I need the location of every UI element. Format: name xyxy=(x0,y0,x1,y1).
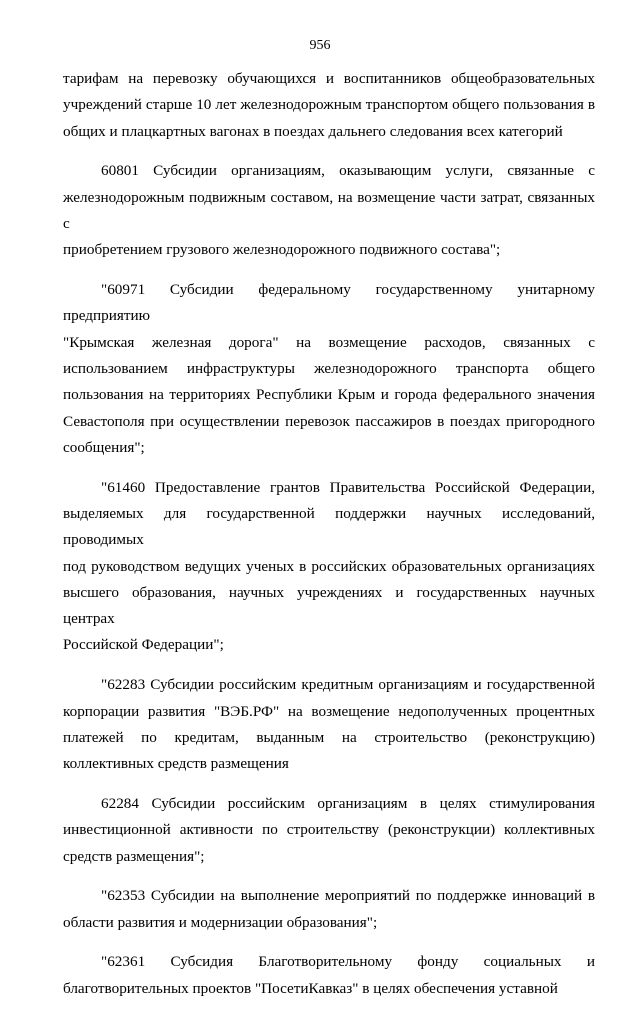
text-line: платежей по кредитам, выданным на строительство (реконструкцию) xyxy=(63,728,595,746)
text-line: общих и плацкартных вагонах в поездах дальнего следования всех категорий xyxy=(63,122,563,140)
text-line: средств размещения"; xyxy=(63,847,205,865)
text-line: "62283 Субсидии российским кредитным организациям и государственной xyxy=(101,676,595,694)
text-line: сообщения"; xyxy=(63,438,145,456)
text-line: благотворительных проектов "ПосетиКавказ" в целях обеспечения уставной xyxy=(63,979,558,997)
page-number: 956 xyxy=(309,38,331,53)
text-line: учреждений старше 10 лет железнодорожным транспортом общего пользования в xyxy=(63,96,595,114)
paragraph xyxy=(63,277,595,461)
text-line: области развития и модернизации образования"; xyxy=(63,913,378,931)
text-line: "61460 Предоставление грантов Правительства Российской Федерации, xyxy=(101,478,595,496)
text-line: "62361 Субсидия Благотворительному фонду социальных и xyxy=(101,953,595,971)
text-line: коллективных средств размещения xyxy=(63,755,289,773)
text-line: 60801 Субсидии организациям, оказывающим услуги, связанные с xyxy=(101,162,595,180)
text-line: железнодорожным подвижным составом, на возмещение части затрат, связанных с xyxy=(63,188,595,232)
text-line: тарифам на перевозку обучающихся и воспитанников общеобразовательных xyxy=(63,70,595,87)
text-line: приобретением грузового железнодорожного подвижного состава"; xyxy=(63,241,501,259)
text-line: 62284 Субсидии российским организациям в целях стимулирования xyxy=(101,794,595,812)
text-line: под руководством ведущих ученых в российских образовательных организациях xyxy=(63,557,595,575)
text-line: высшего образования, научных учреждениях и государственных научных центрах xyxy=(63,583,595,628)
text-line: "62353 Субсидии на выполнение мероприятий по поддержке инноваций в xyxy=(101,887,595,905)
paragraph xyxy=(63,883,595,936)
text-line: корпорации развития "ВЭБ.РФ" на возмещение недополученных процентных xyxy=(63,702,595,720)
text-line: "Крымская железная дорога" на возмещение расходов, связанных с xyxy=(63,333,595,351)
paragraph xyxy=(63,791,595,870)
text-line: использованием инфраструктуры железнодорожного транспорта общего xyxy=(63,359,595,377)
paragraph xyxy=(63,158,595,263)
text-line: "60971 Субсидии федеральному государственному унитарному предприятию xyxy=(63,281,595,325)
text-line: Российской Федерации"; xyxy=(63,636,224,654)
paragraph xyxy=(63,672,595,777)
text-line: пользования на территориях Республики Крым и города федерального значения xyxy=(63,386,595,404)
text-line: Севастополя при осуществлении перевозок пассажиров в поездах пригородного xyxy=(63,412,595,430)
text-line: инвестиционной активности по строительству (реконструкции) коллективных xyxy=(63,821,595,839)
text-line: выделяемых для государственной поддержки научных исследований, проводимых xyxy=(63,504,595,549)
paragraph xyxy=(63,949,595,1002)
paragraph xyxy=(63,475,595,659)
paragraph xyxy=(63,66,595,145)
document-body xyxy=(63,66,595,1016)
